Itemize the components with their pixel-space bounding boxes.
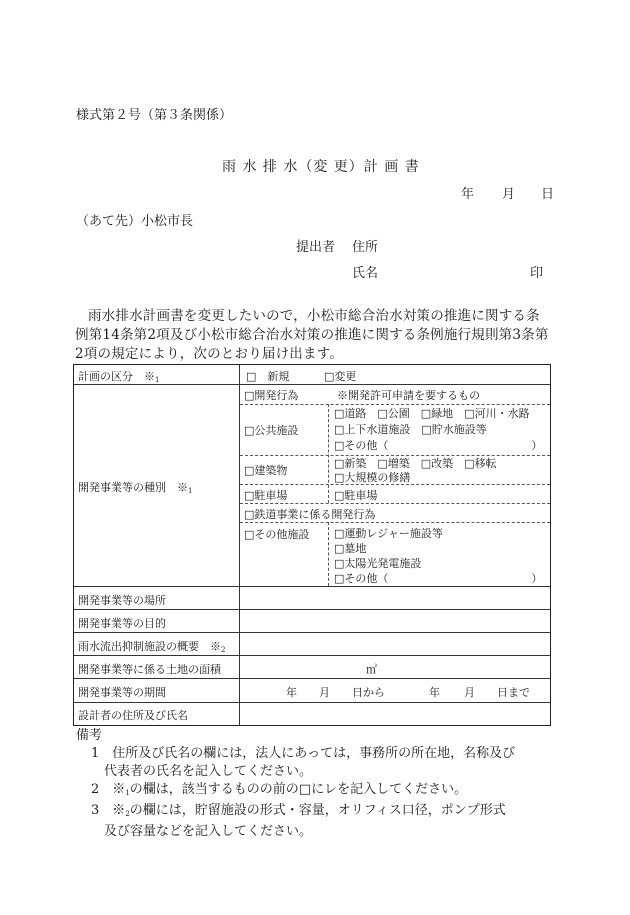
period-from-month: 月: [319, 686, 330, 699]
notes-section: [76, 727, 515, 841]
building-option[interactable]: □大規模の修繕: [334, 471, 411, 484]
other-facility-option[interactable]: □太陽光発電施設: [334, 557, 422, 570]
checkbox-new[interactable]: □ 新規: [246, 370, 290, 383]
location-label: 開発事業等の場所: [78, 594, 166, 607]
date-month: 月: [502, 187, 516, 202]
intro-line: 雨水排水計画書を変更したいので，小松市総合治水対策の推進に関する条: [88, 308, 540, 324]
area-unit: ㎡: [366, 663, 377, 676]
checkbox-other-facility[interactable]: □その他施設: [244, 528, 310, 541]
designer-label: 設計者の住所及び氏名: [78, 709, 188, 722]
other-facility-option[interactable]: □墓地: [334, 542, 367, 555]
building-option[interactable]: □新築 □増築 □改築 □移転: [334, 457, 497, 470]
checkbox-public-facility[interactable]: □公共施設: [244, 424, 299, 437]
checkbox-dev-act[interactable]: □開発行為: [244, 389, 299, 402]
date-year: 年: [461, 187, 475, 202]
checkbox-building[interactable]: □建築物: [244, 464, 288, 477]
intro-line: 例第14条第2項及び小松市総合治水対策の推進に関する条例施行規則第3条第: [75, 327, 549, 343]
form-number: 様式第２号（第３条関係）: [76, 108, 233, 123]
intro-paragraph: [75, 307, 551, 364]
application-table: [73, 364, 551, 726]
checkbox-parking[interactable]: □駐車場: [244, 489, 288, 502]
note-item-2: 2 $※_1$の欄は，該当するものの前の□にレを記入してください。: [91, 782, 468, 797]
period-to-day: 日まで: [497, 686, 530, 699]
notes-title: 備考: [76, 728, 103, 743]
note-item-3-cont: 及び容量などを記入してください。: [104, 824, 313, 839]
public-facility-option[interactable]: □道路 □公園 □緑地 □河川・水路: [334, 407, 530, 420]
plan-category-label: 計画の区分 $※_1$: [78, 370, 160, 384]
submitter-label: 提出者: [296, 240, 336, 255]
dev-type-label: 開発事業等の種別 $※_1$: [78, 481, 193, 495]
period-to-year: 年: [429, 686, 440, 699]
note-item-1: 1 住所及び氏名の欄には，法人にあっては，事務所の所在地，名称及び: [91, 746, 516, 761]
note-item-3: 3 $※_2$の欄には，貯留施設の形式・容量，オリフィス口径，ポンプ形式: [91, 803, 506, 818]
parking-option[interactable]: □駐車場: [334, 489, 378, 502]
period-to-month: 月: [464, 686, 475, 699]
purpose-label: 開発事業等の目的: [78, 617, 166, 630]
other-facility-option[interactable]: □運動レジャー施設等: [334, 527, 443, 540]
area-label: 開発事業等に係る土地の面積: [78, 663, 221, 676]
document-title: 雨 水 排 水（変 更）計 画 書: [222, 159, 420, 175]
intro-line: 2項の規定により，次のとおり届け出ます。: [75, 346, 344, 362]
period-from-year: 年: [286, 686, 297, 699]
note-item-1-cont: 代表者の氏名を記入してください。: [104, 764, 313, 779]
submitter-name-label: 氏名: [352, 266, 379, 281]
checkbox-railway[interactable]: □鉄道事業に係る開発行為: [244, 508, 376, 521]
public-facility-other[interactable]: □その他（ ）: [334, 439, 543, 452]
addressee: （あて先）小松市長: [76, 214, 194, 229]
suppression-label: 雨水流出抑制施設の概要 $※_2$: [78, 640, 226, 654]
checkbox-change[interactable]: □変更: [324, 370, 357, 383]
dev-act-note: ※開発許可申請を要するもの: [337, 389, 480, 402]
submitter-address-label: 住所: [352, 240, 379, 255]
date-day: 日: [541, 187, 555, 202]
period-from-day: 日から: [352, 686, 385, 699]
other-facility-other[interactable]: □その他（ ）: [334, 572, 543, 585]
public-facility-option[interactable]: □上下水道施設 □貯水施設等: [334, 423, 487, 436]
period-label: 開発事業等の期間: [78, 686, 166, 699]
seal-mark: 印: [530, 266, 544, 281]
